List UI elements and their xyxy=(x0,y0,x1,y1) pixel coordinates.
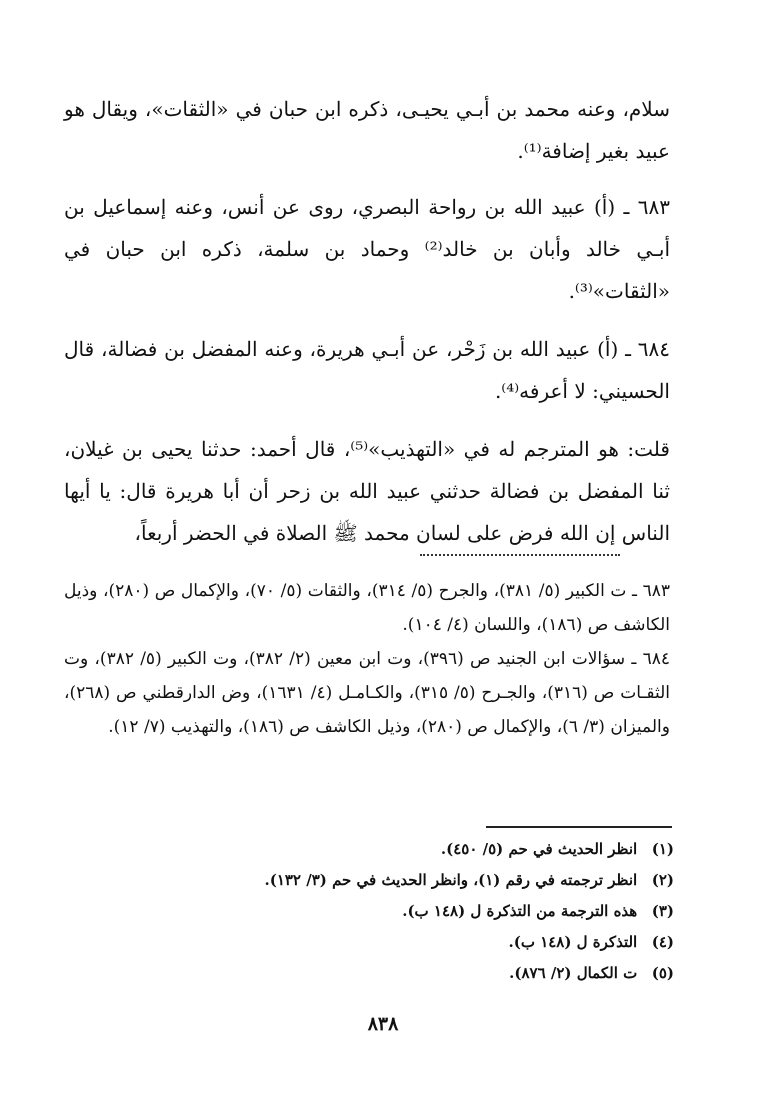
dotted-separator xyxy=(420,554,620,556)
commentary-paragraph: قلت: هو المترجم له في «التهذيب»⁽⁵⁾، قال أحمد: حدثنا يحيى بن غيلان، ثنا المفضل بن فضالة حدثني عبيد الله بن زحر أن أبا هريرة قال: يا أيها الناس إن الله فرض على لسان محمد ﷺ الصلاة في الحضر أربعاً، xyxy=(64,437,670,545)
footnotes xyxy=(64,834,674,989)
source-entry-683: ٦٨٣ ـ ت الكبير (٥/ ٣٨١)، والجرح (٥/ ٣١٤)، والثقات (٥/ ٧٠)، والإكمال ص (٢٨٠)، وذيل الكاشف ص (١٨٦)، واللسان (٤/ ١٠٤). xyxy=(64,581,671,635)
footnote-4 xyxy=(64,927,674,958)
footnote-text: انظر الحديث في حم (٥/ ٤٥٠). xyxy=(440,840,638,858)
footnote-number: (١) xyxy=(651,840,674,858)
source-entry-684: ٦٨٤ ـ سؤالات ابن الجنيد ص (٣٩٦)، وت ابن معين (٢/ ٣٨٢)، وت الكبير (٥/ ٣٨٢)، وت الثقـات ص (٣١٦)، والجـرح (٥/ ٣١٥)، والكـامـل (٤/ ١٦٣١)، وض الدارقطني ص (٢٦٨)، والميزان (٣/ ٦)، والإكمال ص (٢٨٠)، وذيل الكاشف ص (١٨٦)، والتهذيب (٧/ ١٢). xyxy=(64,649,671,737)
entry-684: ٦٨٤ ـ (أ) عبيد الله بن زَحْر، عن أبـي هريرة، وعنه المفضل بن فضالة، قال الحسيني: لا أعرفه⁽⁴⁾. xyxy=(64,337,670,403)
main-text xyxy=(64,88,670,570)
entry-683: ٦٨٣ ـ (أ) عبيد الله بن رواحة البصري، روى عن أنس، وعنه إسماعيل بن أبـي خالد وأبان بن خالد⁽²⁾ وحماد بن سلمة، ذكره ابن حبان في «الثقات»⁽³⁾. xyxy=(64,195,671,303)
footnote-text: ت الكمال (٢/ ٨٧٦). xyxy=(509,964,638,982)
footnote-2 xyxy=(64,865,674,896)
page-number: ٨٣٨ xyxy=(367,1013,399,1035)
footnote-text: التذكرة ل (١٤٨ ب). xyxy=(508,933,638,951)
footnote-text: انظر ترجمته في رقم (١)، وانظر الحديث في حم (٣/ ١٣٢). xyxy=(264,871,638,889)
footnote-number: (٤) xyxy=(651,933,674,951)
footnote-number: (٥) xyxy=(651,964,674,982)
footnote-number: (٢) xyxy=(651,871,674,889)
sources-section xyxy=(64,574,670,744)
footnote-text: هذه الترجمة من التذكرة ل (١٤٨ ب). xyxy=(402,902,638,920)
footnote-1 xyxy=(64,834,674,865)
footnote-rule xyxy=(486,826,672,828)
footnote-number: (٣) xyxy=(651,902,674,920)
footnote-3 xyxy=(64,896,674,927)
paragraph-continuation: سلام، وعنه محمد بن أبـي يحيـى، ذكره ابن حبان في «الثقات»، ويقال هو عبيد بغير إضافة⁽¹⁾. xyxy=(64,97,670,163)
footnote-5 xyxy=(64,958,674,989)
